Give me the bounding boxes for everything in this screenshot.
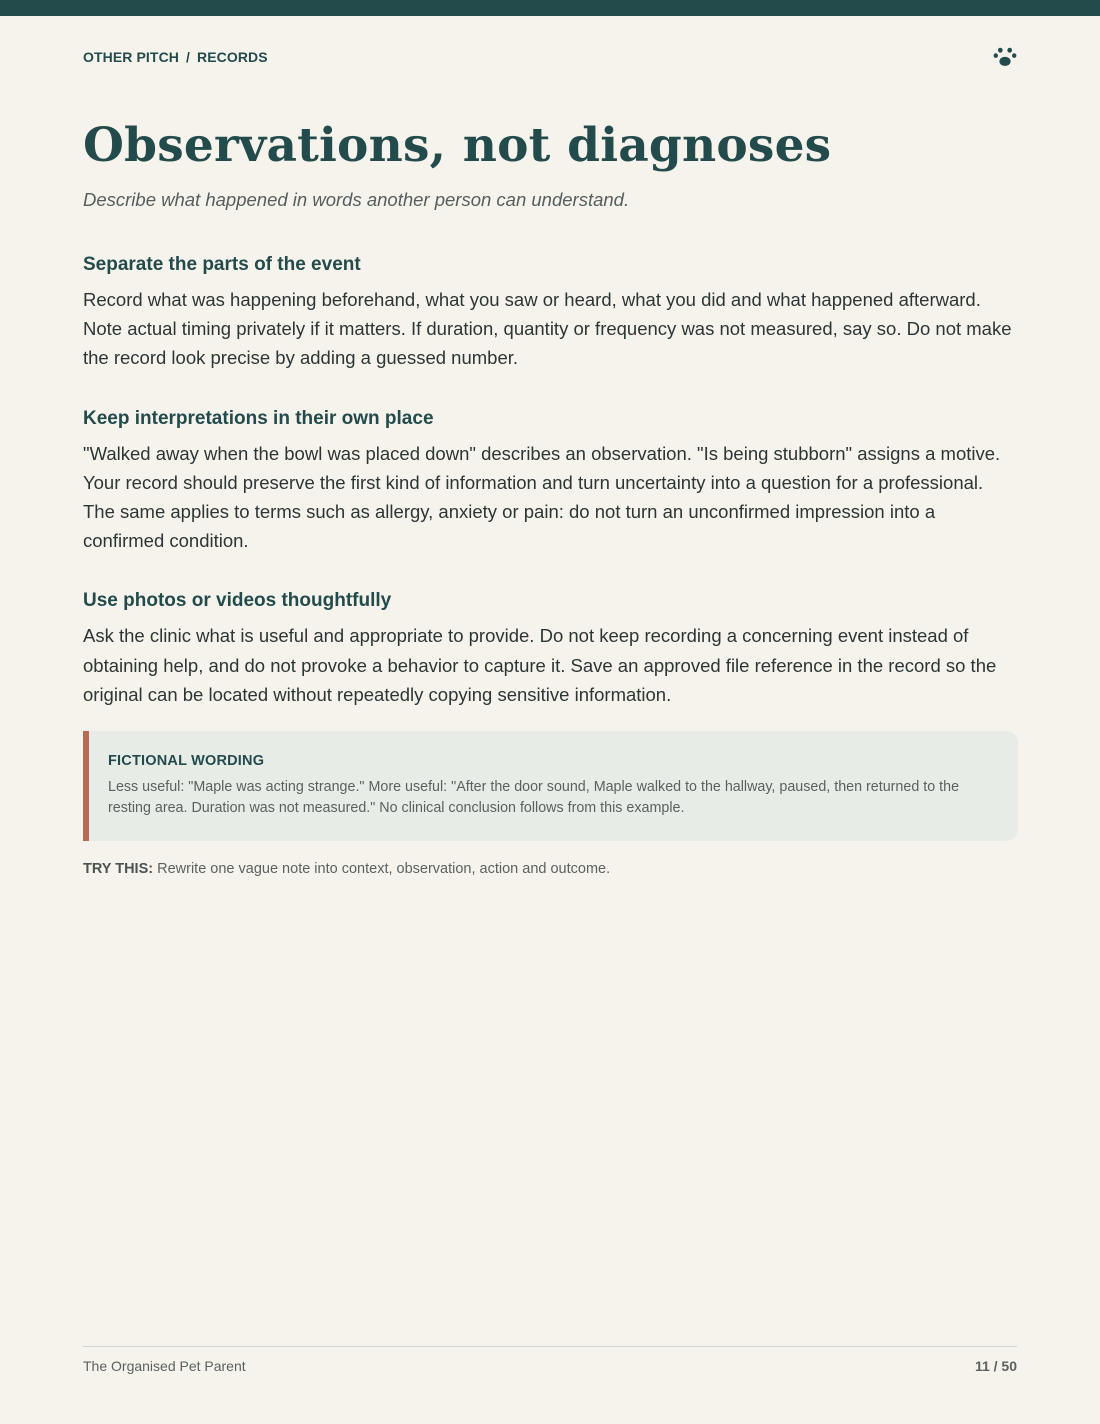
section-body: "Walked away when the bowl was placed down" describes an observation. "Is being stubborn" assigns a motive. Your record should preserve the first kind of information and turn uncertainty into a question for a professional. The same applies to terms such as allergy, anxiety or pain: do not turn an unconfirmed impression into a confirmed condition. <box>83 442 1001 552</box>
fictional-wording-callout <box>83 731 1018 841</box>
try-this-text: Rewrite one vague note into context, observation, action and outcome. <box>157 861 611 878</box>
footer-divider <box>83 1346 1017 1347</box>
try-this-label: TRY THIS: <box>83 861 154 878</box>
breadcrumb <box>83 49 268 65</box>
try-this-prompt <box>83 861 1019 877</box>
page-header <box>83 44 1017 70</box>
paw-icon <box>993 46 1017 68</box>
page-title: Observations, not diagnoses <box>83 118 832 173</box>
breadcrumb-current-page: RECORDS <box>197 49 268 65</box>
main-content <box>83 252 1019 877</box>
section-heading: Use photos or videos thoughtfully <box>83 590 392 612</box>
section-body: Ask the clinic what is useful and appropriate to provide. Do not keep recording a concerning event instead of obtaining help, and do not provoke a behavior to capture it. Save an approved file reference in the record so the original can be located without repeatedly copying sensitive information. <box>83 625 997 705</box>
footer-book-title: The Organised Pet Parent <box>83 1358 246 1374</box>
callout-body: Less useful: "Maple was acting strange." More useful: "After the door sound, Maple walked to the hallway, paused, then returned to the resting area. Duration was not measured." No clinical conclusion follows from this example. <box>108 779 960 817</box>
page-subtitle: Describe what happened in words another person can understand. <box>83 189 630 210</box>
callout-title: FICTIONAL WORDING <box>108 753 265 770</box>
breadcrumb-separator: / <box>186 49 190 65</box>
top-accent-bar <box>0 0 1100 16</box>
footer-page-number: 11 / 50 <box>974 1358 1017 1374</box>
section-photos-videos <box>83 588 1019 709</box>
section-heading: Keep interpretations in their own place <box>83 407 434 429</box>
section-interpretations <box>83 406 1019 556</box>
section-separate-parts <box>83 252 1019 373</box>
section-body: Record what was happening beforehand, what you saw or heard, what you did and what happened afterward. Note actual timing privately if it matters. If duration, quantity or frequency was not measured, say so. Do not make the record look precise by adding a guessed number. <box>83 289 1012 369</box>
section-heading: Separate the parts of the event <box>83 254 361 275</box>
breadcrumb-section[interactable]: OTHER PITCH <box>83 49 179 65</box>
page-footer <box>83 1358 1017 1374</box>
